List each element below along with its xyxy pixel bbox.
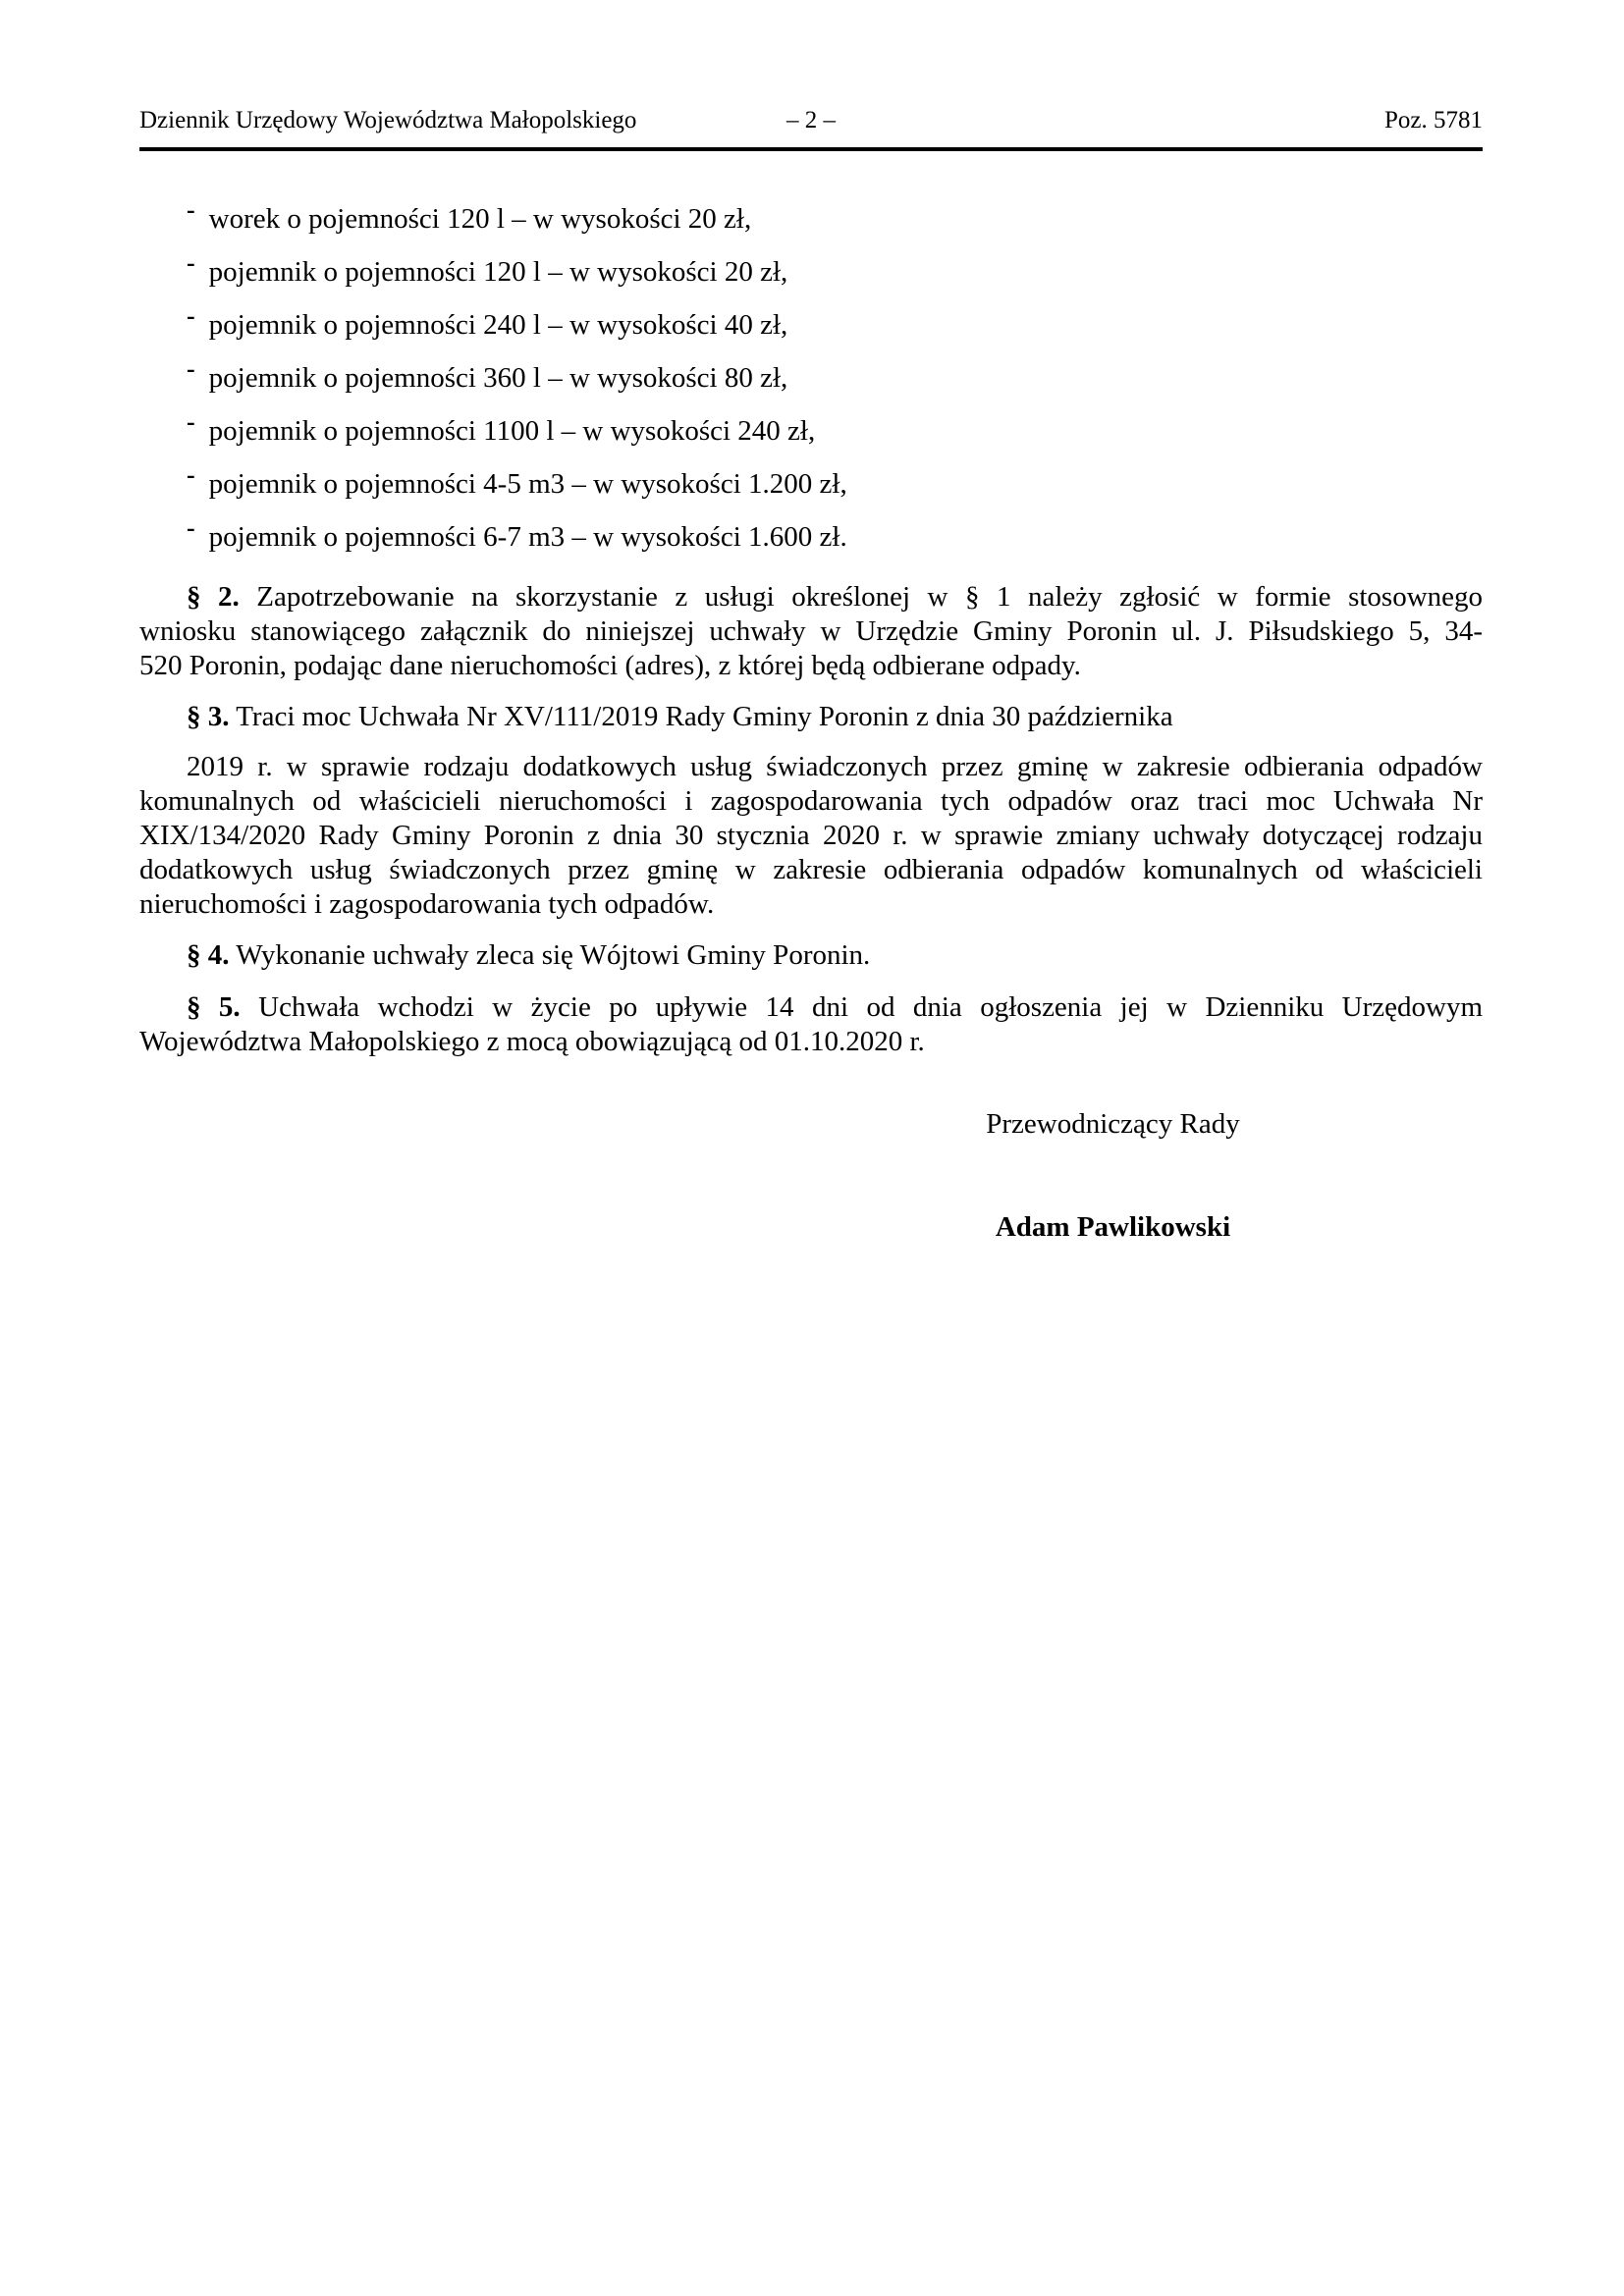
list-item — [139, 407, 1483, 449]
paragraph-text: Zapotrzebowanie na skorzystanie z usługi określonej w § 1 należy zgłosić w formie stosownego — [256, 581, 1484, 613]
list-item — [139, 248, 1483, 290]
paragraph-section-5 — [139, 990, 1483, 1059]
page-content — [139, 0, 1483, 1245]
section-label: § 4. — [187, 939, 230, 971]
paragraph-line: nieruchomości i zagospodarowania tych odpadów. — [139, 888, 715, 920]
price-list — [139, 195, 1483, 555]
dash-bullet: - — [187, 354, 195, 383]
paragraph-section-4 — [139, 938, 1483, 973]
paragraph-line: Województwa Małopolskiego z mocą obowiązującą od 01.10.2020 r. — [139, 1026, 925, 1057]
paragraph-section-2 — [139, 580, 1483, 683]
list-item — [139, 301, 1483, 343]
signature-name: Adam Pawlikowski — [995, 1211, 1231, 1243]
signature-block — [743, 1107, 1483, 1245]
section-label: § 3. — [187, 701, 230, 732]
paragraph-text: Wykonanie uchwały zleca się Wójtowi Gminy Poronin. — [236, 939, 871, 971]
paragraph-line: komunalnych od właścicieli nieruchomości i zagospodarowania tych odpadów oraz traci moc Uchwała Nr — [139, 785, 1483, 817]
paragraph-line — [139, 938, 1483, 973]
journal-title: Dziennik Urzędowy Województwa Małopolskiego — [139, 107, 637, 133]
dash-bullet: - — [187, 513, 195, 542]
section-label: § 5. — [187, 991, 241, 1023]
paragraph-text: Uchwała wchodzi w życie po upływie 14 dni od dnia ogłoszenia jej w Dzienniku Urzędowym — [258, 991, 1484, 1023]
paragraph-line: 520 Poronin, podając dane nieruchomości (adres), z której będą odbierane odpady. — [139, 650, 1081, 681]
list-item — [139, 460, 1483, 502]
list-item-text: pojemnik o pojemności 4-5 m3 – w wysokości 1.200 zł, — [208, 468, 847, 500]
list-item — [139, 195, 1483, 237]
paragraph-line: XIX/134/2020 Rady Gminy Poronin z dnia 30 stycznia 2020 r. w sprawie zmiany uchwały dotyczącej rodzaju — [139, 820, 1483, 851]
dash-bullet: - — [187, 301, 195, 330]
dash-bullet: - — [187, 407, 195, 436]
list-item-text: pojemnik o pojemności 6-7 m3 – w wysokości 1.600 zł. — [208, 521, 847, 553]
paragraph-line: dodatkowych usług świadczonych przez gminę w zakresie odbierania odpadów komunalnych od właścicieli — [139, 854, 1483, 885]
dash-bullet: - — [187, 460, 195, 489]
paragraph-line — [139, 990, 1483, 1025]
signature-title: Przewodniczący Rady — [986, 1108, 1240, 1140]
dash-bullet: - — [187, 195, 195, 224]
header-rule — [139, 147, 1483, 151]
paragraph-section-3-continued — [139, 750, 1483, 922]
dash-bullet: - — [187, 248, 195, 277]
page-header — [139, 106, 1483, 135]
list-item-text: pojemnik o pojemności 1100 l – w wysokości 240 zł, — [208, 415, 816, 447]
list-item-text: pojemnik o pojemności 120 l – w wysokości 20 zł, — [208, 256, 788, 288]
paragraph-line: 2019 r. w sprawie rodzaju dodatkowych usług świadczonych przez gminę w zakresie odbierania odpadów — [187, 751, 1483, 782]
page-number: – 2 – — [786, 107, 836, 133]
section-label: § 2. — [187, 581, 240, 613]
paragraph-section-3 — [139, 700, 1483, 734]
list-item — [139, 513, 1483, 555]
paragraph-line — [139, 700, 1483, 734]
paragraph-line: wniosku stanowiącego załącznik do niniejszej uchwały w Urzędzie Gminy Poronin ul. J. Piłsudskiego 5, 34- — [139, 615, 1483, 647]
position-number: Poz. 5781 — [1384, 107, 1483, 133]
list-item — [139, 354, 1483, 396]
list-item-text: pojemnik o pojemności 360 l – w wysokości 80 zł, — [208, 362, 788, 394]
paragraph-text: Traci moc Uchwała Nr XV/111/2019 Rady Gminy Poronin z dnia 30 października — [236, 701, 1173, 732]
paragraph-line — [139, 580, 1483, 614]
list-item-text: worek o pojemności 120 l – w wysokości 20 zł, — [208, 203, 752, 235]
list-item-text: pojemnik o pojemności 240 l – w wysokości 40 zł, — [208, 309, 788, 341]
